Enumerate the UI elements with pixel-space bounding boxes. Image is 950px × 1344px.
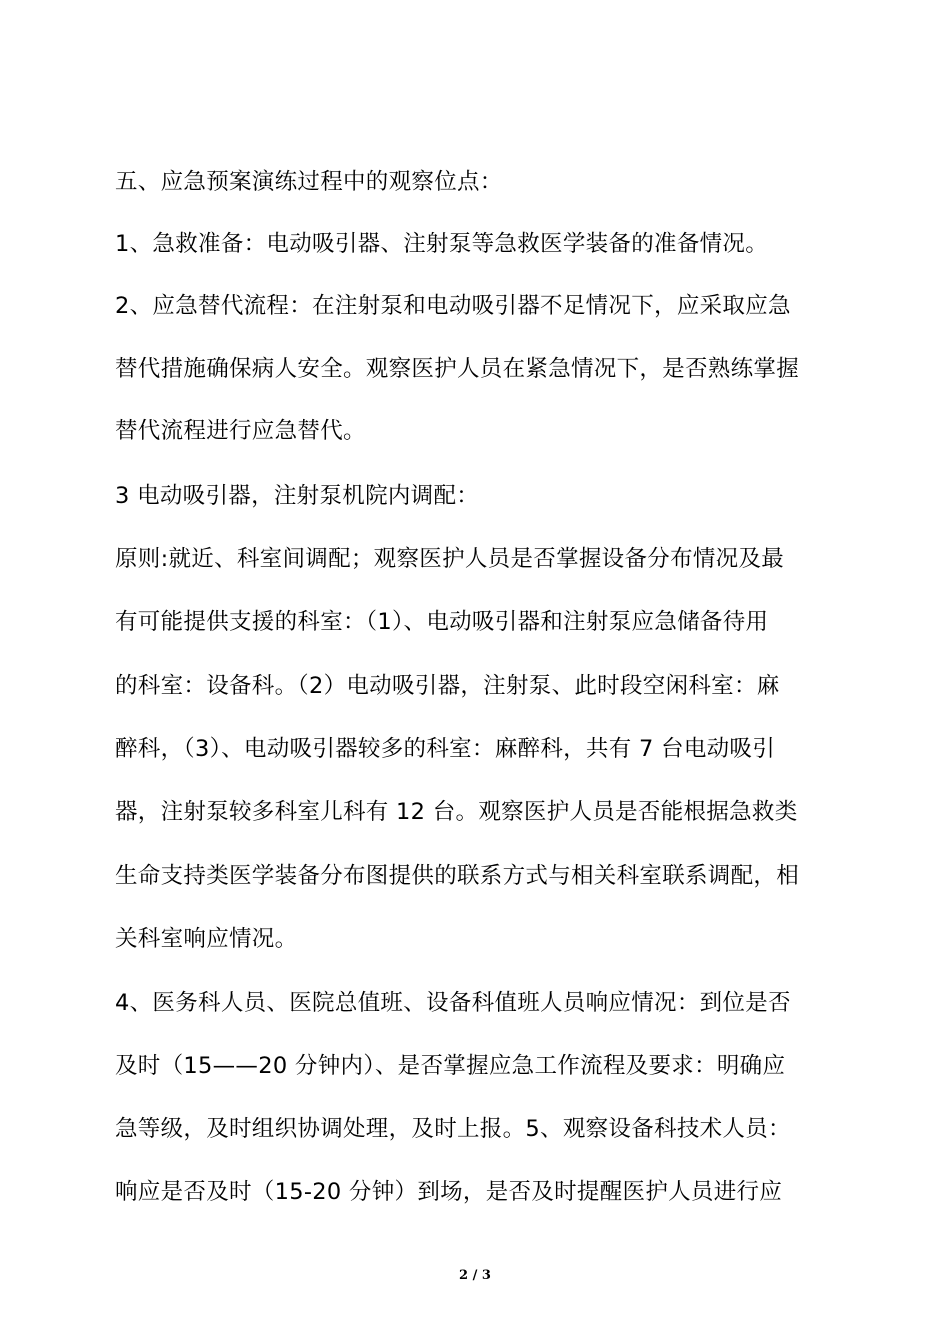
text-line: 有可能提供支援的科室：（1）、电动吸引器和注射泵应急储备待用 [115,609,769,635]
text-line: 2、应急替代流程：在注射泵和电动吸引器不足情况下，应采取应急 [115,293,791,319]
text-line: 替代措施确保病人安全。观察医护人员在紧急情况下，是否熟练掌握 [115,356,800,382]
text-line: 替代流程进行应急替代。 [115,418,366,444]
text-line: 五、应急预案演练过程中的观察位点： [115,169,503,195]
text-line: 4、医务科人员、医院总值班、设备科值班人员响应情况：到位是否 [115,990,791,1016]
page-number: 2 / 3 [459,1268,491,1283]
text-line: 响应是否及时（15-20 分钟）到场，是否及时提醒医护人员进行应 [115,1179,783,1205]
text-line: 及时（15——20 分钟内）、是否掌握应急工作流程及要求：明确应 [115,1053,786,1079]
text-line: 3 电动吸引器，注射泵机院内调配： [115,483,480,509]
text-line: 1、急救准备：电动吸引器、注射泵等急救医学装备的准备情况。 [115,231,769,257]
text-line: 原则:就近、科室间调配；观察医护人员是否掌握设备分布情况及最 [115,546,785,572]
text-line: 急等级，及时组织协调处理，及时上报。5、观察设备科技术人员： [115,1116,791,1142]
text-line: 的科室：设备科。（2）电动吸引器，注射泵、此时段空闲科室：麻 [115,673,780,699]
text-line: 器，注射泵较多科室儿科有 12 台。观察医护人员是否能根据急救类 [115,799,798,825]
text-line: 醉科，（3）、电动吸引器较多的科室：麻醉科，共有 7 台电动吸引 [115,736,776,762]
text-line: 关科室响应情况。 [115,926,298,952]
text-line: 生命支持类医学装备分布图提供的联系方式与相关科室联系调配，相 [115,863,800,889]
